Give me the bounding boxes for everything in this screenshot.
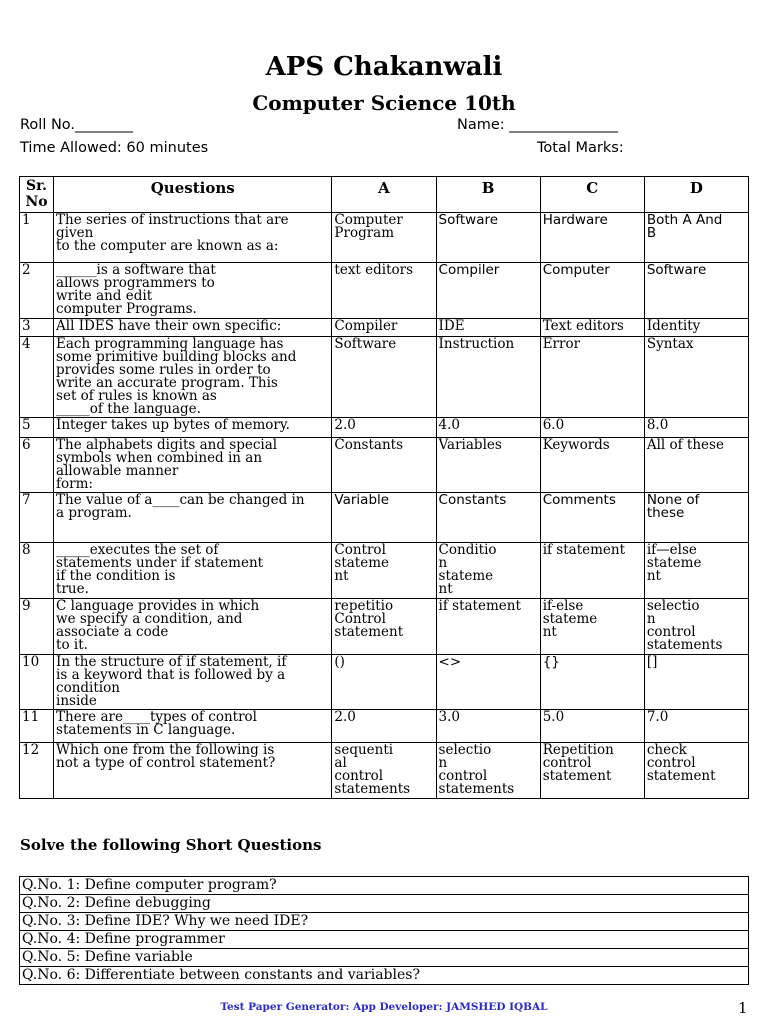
option-a: text editors <box>332 263 436 319</box>
roll-number-field: Roll No.________ <box>20 117 134 133</box>
list-item <box>20 949 749 967</box>
mcq-header-row <box>20 177 749 213</box>
question-text: C language provides in which we specify a condition, and associate a code to it. <box>54 599 332 655</box>
option-d: 7.0 <box>644 710 748 743</box>
row-number: 7 <box>20 493 54 543</box>
option-a: Variable <box>332 493 436 543</box>
option-d: None of these <box>644 493 748 543</box>
question-text: The alphabets digits and special symbols when combined in an allowable manner form: <box>54 438 332 493</box>
col-header-d: D <box>644 177 748 213</box>
paper-subject: Computer Science 10th <box>252 91 516 115</box>
col-header-questions: Questions <box>54 177 332 213</box>
question-text: There are____types of control statements in C language. <box>54 710 332 743</box>
short-question-text: Q.No. 5: Define variable <box>20 949 749 967</box>
option-d: Both A And B <box>644 213 748 263</box>
option-a: 2.0 <box>332 710 436 743</box>
list-item <box>20 967 749 985</box>
row-number: 5 <box>20 418 54 438</box>
option-c: Computer <box>540 263 644 319</box>
row-number: 10 <box>20 655 54 710</box>
option-a: () <box>332 655 436 710</box>
option-c: if statement <box>540 543 644 599</box>
option-c: {} <box>540 655 644 710</box>
option-a: repetitio Control statement <box>332 599 436 655</box>
row-number: 11 <box>20 710 54 743</box>
option-c: if-else stateme nt <box>540 599 644 655</box>
col-header-a: A <box>332 177 436 213</box>
short-questions-heading: Solve the following Short Questions <box>20 836 322 854</box>
short-question-text: Q.No. 6: Differentiate between constants and variables? <box>20 967 749 985</box>
option-a: Compiler <box>332 319 436 337</box>
page-number: 1 <box>738 999 748 1017</box>
question-text: The series of instructions that are given to the computer are known as a: <box>54 213 332 263</box>
option-c: Text editors <box>540 319 644 337</box>
list-item <box>20 931 749 949</box>
option-c: 6.0 <box>540 418 644 438</box>
table-row <box>20 710 749 743</box>
table-row <box>20 263 749 319</box>
question-text: Integer takes up bytes of memory. <box>54 418 332 438</box>
row-number: 3 <box>20 319 54 337</box>
option-d: if—else stateme nt <box>644 543 748 599</box>
option-b: Constants <box>436 493 540 543</box>
option-c: Repetition control statement <box>540 743 644 799</box>
option-a: Control stateme nt <box>332 543 436 599</box>
option-a: Software <box>332 337 436 418</box>
option-a: Constants <box>332 438 436 493</box>
question-text: Which one from the following is not a type of control statement? <box>54 743 332 799</box>
school-title: APS Chakanwali <box>265 52 503 82</box>
short-question-text: Q.No. 1: Define computer program? <box>20 877 749 895</box>
row-number: 12 <box>20 743 54 799</box>
col-header-b: B <box>436 177 540 213</box>
table-row <box>20 438 749 493</box>
option-c: 5.0 <box>540 710 644 743</box>
footer-credit: Test Paper Generator: App Developer: JAMSHED IQBAL <box>220 1001 548 1013</box>
option-b: 4.0 <box>436 418 540 438</box>
option-a: 2.0 <box>332 418 436 438</box>
option-d: All of these <box>644 438 748 493</box>
short-question-text: Q.No. 4: Define programmer <box>20 931 749 949</box>
option-b: Software <box>436 213 540 263</box>
option-c: Keywords <box>540 438 644 493</box>
option-d: Software <box>644 263 748 319</box>
option-d: [] <box>644 655 748 710</box>
time-allowed: Time Allowed: 60 minutes <box>20 140 209 156</box>
option-b: IDE <box>436 319 540 337</box>
option-b: Conditio n stateme nt <box>436 543 540 599</box>
short-question-text: Q.No. 3: Define IDE? Why we need IDE? <box>20 913 749 931</box>
table-row <box>20 655 749 710</box>
option-b: Variables <box>436 438 540 493</box>
option-d: Syntax <box>644 337 748 418</box>
option-a: sequenti al control statements <box>332 743 436 799</box>
table-row <box>20 418 749 438</box>
table-row <box>20 337 749 418</box>
col-header-c: C <box>540 177 644 213</box>
question-text: All IDES have their own specific: <box>54 319 332 337</box>
question-text: _____executes the set of statements under if statement if the condition is true. <box>54 543 332 599</box>
option-a: Computer Program <box>332 213 436 263</box>
option-b: selectio n control statements <box>436 743 540 799</box>
table-row <box>20 543 749 599</box>
row-number: 6 <box>20 438 54 493</box>
table-row <box>20 743 749 799</box>
list-item <box>20 877 749 895</box>
table-row <box>20 493 749 543</box>
table-row <box>20 319 749 337</box>
option-b: Instruction <box>436 337 540 418</box>
mcq-table <box>19 176 749 799</box>
total-marks: Total Marks: <box>537 140 624 156</box>
option-b: Compiler <box>436 263 540 319</box>
option-b: <> <box>436 655 540 710</box>
short-questions-table <box>19 876 749 985</box>
short-question-text: Q.No. 2: Define debugging <box>20 895 749 913</box>
question-text: Each programming language has some primitive building blocks and provides some rules in order to write an accurate program. This set of rules is known as _____of the language. <box>54 337 332 418</box>
question-text: ______is a software that allows programmers to write and edit computer Programs. <box>54 263 332 319</box>
option-d: check control statement <box>644 743 748 799</box>
option-b: 3.0 <box>436 710 540 743</box>
table-row <box>20 599 749 655</box>
list-item <box>20 895 749 913</box>
option-d: 8.0 <box>644 418 748 438</box>
option-d: Identity <box>644 319 748 337</box>
col-header-sr: Sr. No <box>20 177 54 213</box>
table-row <box>20 213 749 263</box>
option-c: Comments <box>540 493 644 543</box>
row-number: 2 <box>20 263 54 319</box>
option-c: Hardware <box>540 213 644 263</box>
question-text: The value of a____can be changed in a program. <box>54 493 332 543</box>
list-item <box>20 913 749 931</box>
row-number: 1 <box>20 213 54 263</box>
option-d: selectio n control statements <box>644 599 748 655</box>
row-number: 9 <box>20 599 54 655</box>
name-field: Name: _______________ <box>457 117 619 133</box>
option-c: Error <box>540 337 644 418</box>
option-b: if statement <box>436 599 540 655</box>
question-text: In the structure of if statement, if is a keyword that is followed by a condition inside <box>54 655 332 710</box>
row-number: 4 <box>20 337 54 418</box>
row-number: 8 <box>20 543 54 599</box>
